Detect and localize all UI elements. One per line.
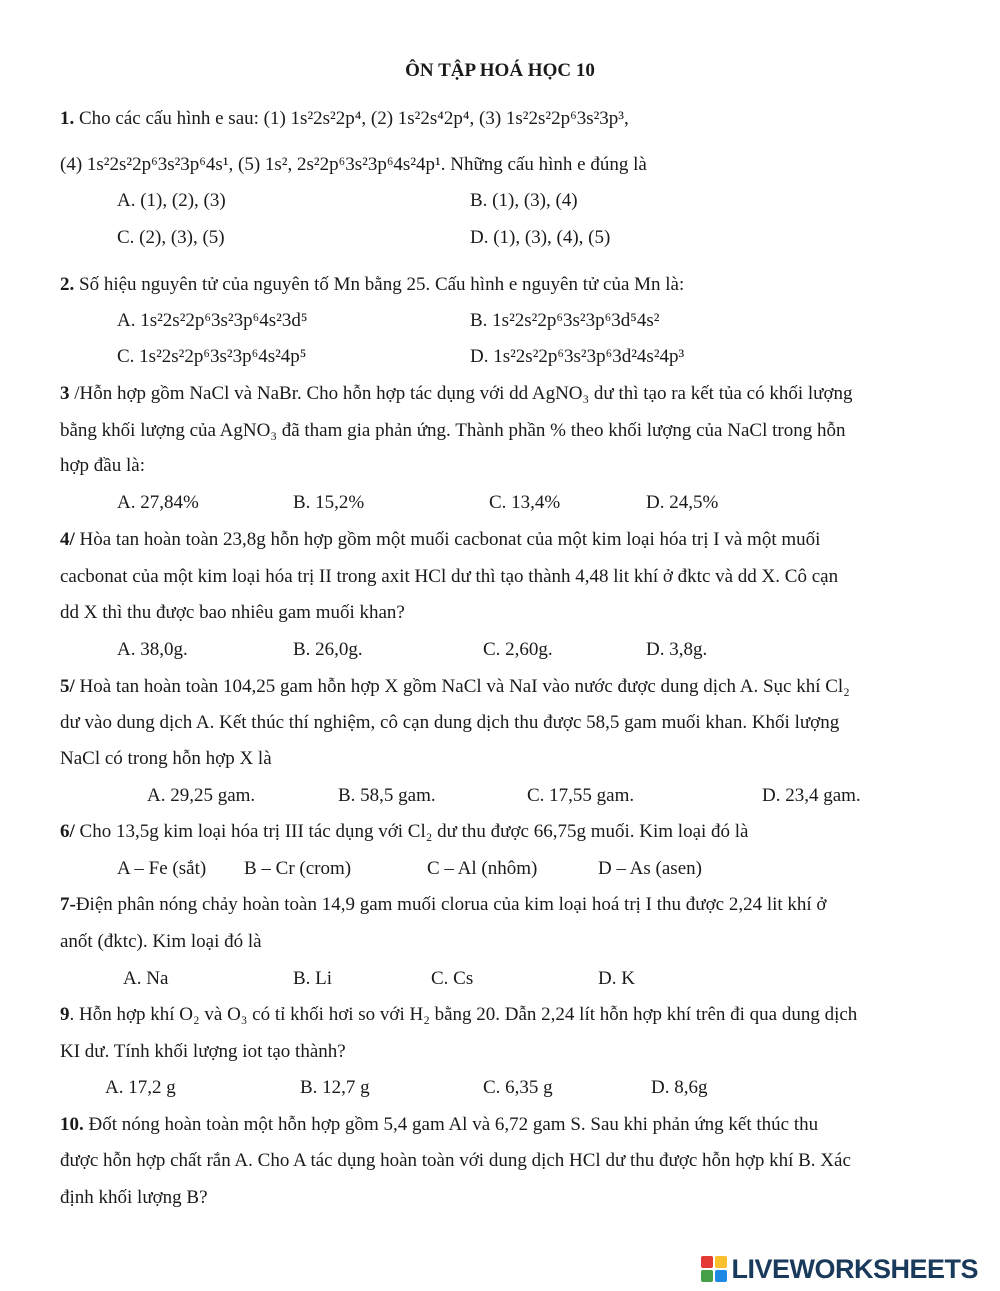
q4-line-3: dd X thì thu được bao nhiêu gam muối khan? bbox=[60, 602, 405, 623]
q7-option-a[interactable]: A. Na bbox=[123, 968, 169, 989]
q3-text-1: /Hỗn hợp gồm NaCl và NaBr. Cho hỗn hợp tác dụng với dd AgNO₃ dư thì tạo ra kết tủa có khối lượng bbox=[69, 383, 853, 404]
q5-option-d[interactable]: D. 23,4 gam. bbox=[762, 785, 861, 806]
q1-option-b[interactable]: B. (1), (3), (4) bbox=[470, 190, 578, 211]
q2-option-b[interactable]: B. 1s²2s²2p⁶3s²3p⁶3d⁵4s² bbox=[470, 310, 660, 331]
q9-line-2: KI dư. Tính khối lượng iot tạo thành? bbox=[60, 1041, 346, 1062]
q9-line-1 bbox=[60, 1004, 857, 1026]
q9-option-a[interactable]: A. 17,2 g bbox=[105, 1077, 176, 1098]
q4-line-1 bbox=[60, 529, 820, 551]
q3-option-a[interactable]: A. 27,84% bbox=[117, 492, 199, 513]
q1-option-c[interactable]: C. (2), (3), (5) bbox=[117, 227, 225, 248]
liveworksheets-logo-icon bbox=[701, 1256, 727, 1282]
q10-line-3: định khối lượng B? bbox=[60, 1187, 208, 1208]
q3-option-c[interactable]: C. 13,4% bbox=[489, 492, 561, 513]
q5-number: 5/ bbox=[60, 676, 75, 697]
q4-option-a[interactable]: A. 38,0g. bbox=[117, 639, 188, 660]
q4-option-d[interactable]: D. 3,8g. bbox=[646, 639, 708, 660]
q10-text-1: Đốt nóng hoàn toàn một hỗn hợp gồm 5,4 gam Al và 6,72 gam S. Sau khi phản ứng kết thúc thu bbox=[83, 1114, 819, 1135]
q7-option-c[interactable]: C. Cs bbox=[431, 968, 474, 989]
q1-number: 1. bbox=[60, 108, 75, 129]
q6-option-a[interactable]: A – Fe (sắt) bbox=[117, 858, 207, 879]
q4-line-2: cacbonat của một kim loại hóa trị II trong axit HCl dư thì tạo thành 4,48 lit khí ở đktc và dd X. Cô cạn bbox=[60, 566, 839, 587]
q5-line-2: dư vào dung dịch A. Kết thúc thí nghiệm, cô cạn dung dịch thu được 58,5 gam muối khan. Khối lượng bbox=[60, 712, 840, 733]
q6-option-b[interactable]: B – Cr (crom) bbox=[244, 858, 352, 879]
q3-line-3: hợp đầu là: bbox=[60, 455, 145, 476]
q2-option-d[interactable]: D. 1s²2s²2p⁶3s²3p⁶3d²4s²4p³ bbox=[470, 346, 685, 367]
q6-line-1 bbox=[60, 821, 749, 843]
q1-option-d[interactable]: D. (1), (3), (4), (5) bbox=[470, 227, 611, 248]
q2-option-a[interactable]: A. 1s²2s²2p⁶3s²3p⁶4s²3d⁵ bbox=[117, 310, 308, 331]
q7-option-d[interactable]: D. K bbox=[598, 968, 635, 989]
q2-number: 2. bbox=[60, 274, 75, 295]
logo-square-blue bbox=[715, 1270, 727, 1282]
q4-number: 4/ bbox=[60, 529, 75, 550]
q10-line-2: được hỗn hợp chất rắn A. Cho A tác dụng hoàn toàn với dung dịch HCl dư thu được hỗn hợp khí B. Xác bbox=[60, 1150, 851, 1171]
q1-text-1: Cho các cấu hình e sau: (1) 1s²2s²2p⁴, (2) 1s²2s⁴2p⁴, (3) 1s²2s²2p⁶3s²3p³, bbox=[74, 108, 629, 129]
q9-option-c[interactable]: C. 6,35 g bbox=[483, 1077, 553, 1098]
q1-option-a[interactable]: A. (1), (2), (3) bbox=[117, 190, 226, 211]
logo-square-red bbox=[701, 1256, 713, 1268]
q6-option-d[interactable]: D – As (asen) bbox=[598, 858, 702, 879]
logo-square-yellow bbox=[715, 1256, 727, 1268]
q7-line-2: anốt (đktc). Kim loại đó là bbox=[60, 931, 262, 952]
q7-line-1 bbox=[60, 894, 826, 916]
q5-text-1: Hoà tan hoàn toàn 104,25 gam hỗn hợp X gồm NaCl và NaI vào nước được dung dịch A. Sục khí Cl₂ bbox=[74, 676, 850, 697]
q9-text-1: . Hỗn hợp khí O₂ và O₃ có tỉ khối hơi so với H₂ bằng 20. Dẫn 2,24 lít hỗn hợp khí trên đi qua dung dịch bbox=[69, 1004, 858, 1025]
q4-option-b[interactable]: B. 26,0g. bbox=[293, 639, 363, 660]
q3-option-d[interactable]: D. 24,5% bbox=[646, 492, 719, 513]
q3-option-b[interactable]: B. 15,2% bbox=[293, 492, 365, 513]
q1-line-1 bbox=[60, 108, 629, 130]
q5-option-b[interactable]: B. 58,5 gam. bbox=[338, 785, 436, 806]
logo-square-green bbox=[701, 1270, 713, 1282]
q6-text-1: Cho 13,5g kim loại hóa trị III tác dụng với Cl₂ dư thu được 66,75g muối. Kim loại đó là bbox=[74, 821, 749, 842]
q3-line-2: bằng khối lượng của AgNO₃ đã tham gia phản ứng. Thành phần % theo khối lượng của NaCl trong hỗn bbox=[60, 420, 846, 441]
q5-option-a[interactable]: A. 29,25 gam. bbox=[147, 785, 256, 806]
q3-number: 3 bbox=[60, 383, 70, 404]
q10-line-1 bbox=[60, 1114, 818, 1136]
q1-line-2: (4) 1s²2s²2p⁶3s²3p⁶4s¹, (5) 1s², 2s²2p⁶3s²3p⁶4s²4p¹. Những cấu hình e đúng là bbox=[60, 154, 647, 175]
q2-option-c[interactable]: C. 1s²2s²2p⁶3s²3p⁶4s²4p⁵ bbox=[117, 346, 307, 367]
liveworksheets-logo bbox=[701, 1254, 978, 1284]
q9-option-d[interactable]: D. 8,6g bbox=[651, 1077, 708, 1098]
q4-option-c[interactable]: C. 2,60g. bbox=[483, 639, 553, 660]
q7-number: 7- bbox=[60, 894, 76, 915]
q4-text-1: Hòa tan hoàn toàn 23,8g hỗn hợp gồm một muối cacbonat của một kim loại hóa trị I và một muối bbox=[74, 529, 821, 550]
q7-option-b[interactable]: B. Li bbox=[293, 968, 333, 989]
q5-line-3: NaCl có trong hỗn hợp X là bbox=[60, 748, 272, 769]
q5-option-c[interactable]: C. 17,55 gam. bbox=[527, 785, 635, 806]
liveworksheets-logo-text: LIVEWORKSHEETS bbox=[731, 1253, 978, 1284]
q5-line-1 bbox=[60, 676, 850, 698]
q9-number: 9 bbox=[60, 1004, 70, 1025]
q3-line-1 bbox=[60, 383, 853, 405]
page-title: ÔN TẬP HOÁ HỌC 10 bbox=[405, 60, 595, 81]
q2-text: Số hiệu nguyên tử của nguyên tố Mn bằng 25. Cấu hình e nguyên tử của Mn là: bbox=[74, 274, 685, 295]
q2-line-1 bbox=[60, 274, 684, 296]
q9-option-b[interactable]: B. 12,7 g bbox=[300, 1077, 370, 1098]
q10-number: 10. bbox=[60, 1114, 84, 1135]
q6-number: 6/ bbox=[60, 821, 75, 842]
q6-option-c[interactable]: C – Al (nhôm) bbox=[427, 858, 538, 879]
q7-text-1: Điện phân nóng chảy hoàn toàn 14,9 gam muối clorua của kim loại hoá trị I thu được 2,24 lit khí ở bbox=[75, 894, 827, 915]
